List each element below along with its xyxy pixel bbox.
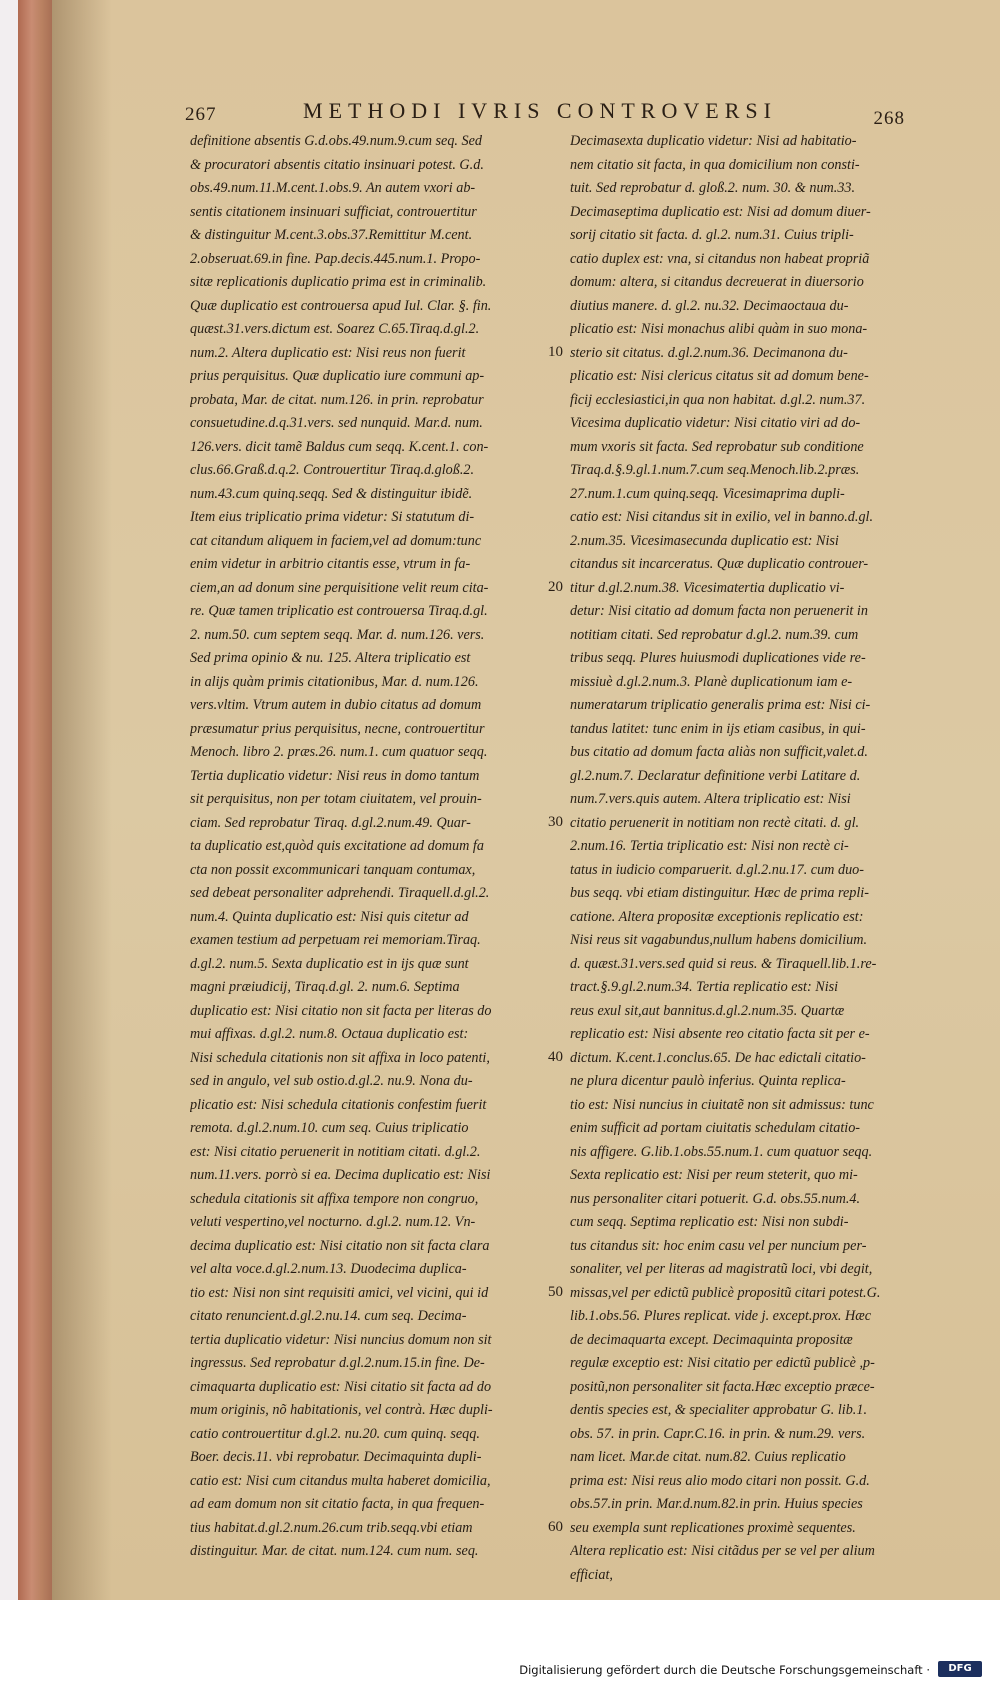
text-line: cta non possit excommunicari tanquam contumax, [190,861,476,878]
text-line: titur d.gl.2.num.38. Vicesimatertia duplicatio vi- [570,579,845,596]
text-line: ciam. Sed reprobatur Tiraq. d.gl.2.num.49. Quar- [190,814,471,831]
text-line: tertia duplicatio videtur: Nisi nuncius domum non sit [190,1331,492,1348]
text-line: reus exul sit,aut bannitus.d.gl.2.num.35. Quartæ [570,1002,845,1019]
text-line: remota. d.gl.2.num.10. cum seq. Cuius triplicatio [190,1120,469,1136]
text-line: re. Quæ tamen triplicatio est controuersa Tiraq.d.gl. [190,603,488,619]
text-line: ta duplicatio est,quòd quis excitatione ad domum fa [190,838,484,854]
text-line: num.4. Quinta duplicatio est: Nisi quis citetur ad [190,908,469,925]
text-line: obs. 57. in prin. Capr.C.16. in prin. & num.29. vers. [570,1425,866,1442]
text-line: consuetudine.d.q.31.vers. sed nunquid. Mar.d. num. [190,415,483,431]
text-line: sed in angulo, vel sub ostio.d.gl.2. nu.9. Nona du- [190,1073,473,1089]
text-line: citandus sit incarceratus. Quæ duplicatio controuer- [570,556,869,572]
text-line: plicatio est: Nisi schedula citationis confestim fuerit [190,1096,487,1113]
text-line: regulæ exceptio est: Nisi citatio per edictũ publicè ,p- [570,1355,875,1371]
text-line: plicatio est: Nisi monachus alibi quàm in suo mona- [570,321,868,337]
text-line: catio controuertitur d.gl.2. nu.20. cum quinq. seqq. [190,1425,480,1442]
text-line: sterio sit citatus. d.gl.2.num.36. Decimanona du- [570,344,848,361]
text-line: prius perquisitus. Quæ duplicatio iure communi ap- [190,368,485,384]
text-line: ciem,an ad donum sine perquisitione velit reum cita- [190,579,489,596]
text-line: tatus in iudicio comparuerit. d.gl.2.nu.17. cum duo- [570,861,864,878]
text-line: diutius manere. d. gl.2. nu.32. Decimaoctaua du- [570,297,849,314]
book-edge [18,0,52,1600]
text-line: tius habitat.d.gl.2.num.26.cum trib.seqq.vbi etiam [190,1519,473,1536]
text-line: positũ,non personaliter sit facta.Hæc exceptio præce- [570,1378,875,1395]
text-line: definitione absentis G.d.obs.49.num.9.cum seq. Sed [190,133,482,149]
text-line: nam licet. Mar.de citat. num.82. Cuius replicatio [570,1449,846,1465]
text-line: 27.num.1.cum quinq.seqq. Vicesimaprima dupli- [570,485,845,502]
text-line: seu exempla sunt replicationes proximè sequentes. [570,1519,856,1536]
text-line: distinguitur. Mar. de citat. num.124. cum num. seq. [190,1543,479,1559]
text-line: & distinguitur M.cent.3.obs.37.Remittitur M.cent. [190,227,473,243]
text-line: duplicatio est: Nisi citatio non sit facta per literas do [190,1002,492,1019]
text-line: dictum. K.cent.1.conclus.65. De hac edictali citatio- [570,1049,866,1066]
margin-line-number: 10 [548,343,563,360]
spine-shadow [52,0,112,1600]
text-line: efficiat, [570,1566,613,1583]
margin-line-number: 60 [548,1518,563,1535]
text-line: de decimaquarta except. Decimaquinta propositæ [570,1331,853,1348]
text-line: præsumatur prius perquisitus, necne, controuertitur [190,720,485,737]
text-line: missas,vel per edictũ publicè propositũ citari potest.G. [570,1284,881,1301]
text-line: in alijs quàm primis citationibus, Mar. d. num.126. [190,673,479,690]
page-number-left: 267 [185,104,217,125]
text-line: tio est: Nisi nuncius in ciuitatẽ non sit admissus: tunc [570,1096,874,1113]
text-line: 2.obseruat.69.in fine. Pap.decis.445.num.1. Propo- [190,250,481,267]
text-line: ingressus. Sed reprobatur d.gl.2.num.15.in fine. De- [190,1355,485,1371]
text-line: ficij ecclesiastici,in qua non habitat. d.gl.2. num.37. [570,391,866,408]
text-line: & procuratori absentis citatio insinuari potest. G.d. [190,156,484,173]
text-line: tract.§.9.gl.2.num.34. Tertia replicatio est: Nisi [570,979,839,995]
text-line: obs.57.in prin. Mar.d.num.82.in prin. Huius species [570,1496,863,1512]
text-line: Sed prima opinio & nu. 125. Altera triplicatio est [190,650,471,666]
text-line: mum vxoris sit facta. Sed reprobatur sub conditione [570,438,864,455]
text-line: citatio peruenerit in notitiam non rectè citati. d. gl. [570,814,860,831]
text-line: tribus seqq. Plures huiusmodi duplicationes vide re- [570,650,866,666]
text-line: 126.vers. dicit tamẽ Baldus cum seqq. K.cent.1. con- [190,438,489,455]
right-text-column [570,130,908,1587]
text-line: citato renuncient.d.gl.2.nu.14. cum seq. Decima- [190,1308,467,1324]
margin-line-number: 40 [548,1048,563,1065]
text-line: tuit. Sed reprobatur d. gloß.2. num. 30. & num.33. [570,180,856,196]
text-line: cat citandum aliquem in faciem,vel ad domum:tunc [190,532,482,549]
footer-credit: Digitalisierung gefördert durch die Deutsche Forschungsgemeinschaft · [519,1663,930,1677]
text-line: enim videtur in arbitrio citantis esse, vtrum in fa- [190,556,471,572]
text-line: sorij citatio sit facta. d. gl.2. num.31. Cuius tripli- [570,227,854,243]
text-line: Nisi reus sit vagabundus,nullum habens domicilium. [570,932,868,948]
text-line: Vicesima duplicatio videtur: Nisi citatio viri ad do- [570,415,861,431]
text-line: plicatio est: Nisi clericus citatus sit ad domum bene- [570,368,869,384]
running-head: METHODI IVRIS CONTROVERSI [303,98,777,123]
text-line: Decimaseptima duplicatio est: Nisi ad domum diuer- [570,203,871,220]
text-line: nus personaliter citari potuerit. G.d. obs.55.num.4. [570,1190,861,1207]
text-line: catione. Altera propositæ exceptionis replicatio est: [570,908,864,925]
text-line: schedula citationis sit affixa tempore non congruo, [190,1190,479,1207]
text-line: decima duplicatio est: Nisi citatio non sit facta clara [190,1237,490,1254]
text-line: bus citatio ad domum facta aliàs non sufficit,valet.d. [570,744,868,760]
text-line: num.43.cum quinq.seqq. Sed & distinguitur ibidẽ. [190,485,473,502]
text-line: obs.49.num.11.M.cent.1.obs.9. An autem vxori ab- [190,180,476,196]
text-line: ne plura dicentur paulò inferius. Quinta replica- [570,1073,846,1089]
text-line: examen testium ad perpetuam rei memoriam.Tiraq. [190,932,481,948]
text-line: tandus latitet: tunc enim in ijs etiam casibus, in qui- [570,720,866,737]
text-line: replicatio est: Nisi absente reo citatio facta sit per e- [570,1026,870,1042]
text-line: numeratarum triplicatio generalis prima est: Nisi ci- [570,697,871,713]
page-number-right: 268 [873,108,905,129]
text-line: d.gl.2. num.5. Sexta duplicatio est in ijs quæ sunt [190,955,469,972]
text-line: Quæ duplicatio est controuersa apud Iul. Clar. §. fin. [190,297,492,314]
text-line: Sexta replicatio est: Nisi per reum steterit, quo mi- [570,1167,858,1183]
text-line: 2.num.35. Vicesimasecunda duplicatio est: Nisi [570,532,839,549]
text-line: catio duplex est: vna, si citandus non habeat propriã [570,250,870,267]
text-line: sitæ replicationis duplicatio prima est in criminalib. [190,274,487,290]
text-line: tus citandus sit: hoc enim casu vel per nuncium per- [570,1237,867,1254]
text-line: cimaquarta duplicatio est: Nisi citatio sit facta ad do [190,1378,492,1395]
text-line: Decimasexta duplicatio videtur: Nisi ad habitatio- [570,133,857,149]
text-line: veluti vespertino,vel nocturno. d.gl.2. num.12. Vn- [190,1214,476,1230]
text-line: sentis citationem insinuari sufficiat, controuertitur [190,203,477,220]
text-line: vel alta voce.d.gl.2.num.13. Duodecima duplica- [190,1261,467,1277]
text-line: Boer. decis.11. vbi reprobatur. Decimaquinta dupli- [190,1449,482,1465]
text-line: num.7.vers.quis autem. Altera triplicatio est: Nisi [570,791,851,807]
text-line: 2.num.16. Tertia triplicatio est: Nisi non rectè ci- [570,838,849,854]
text-line: probata, Mar. de citat. num.126. in prin. reprobatur [190,391,484,408]
text-line: sit perquisitus, non per totam ciuitatem, vel prouin- [190,791,482,807]
text-line: lib.1.obs.56. Plures replicat. vide j. except.prox. Hæc [570,1308,872,1324]
text-line: mum originis, nõ habitationis, vel contrà. Hæc dupli- [190,1402,493,1418]
text-line: 2. num.50. cum septem seqq. Mar. d. num.126. vers. [190,626,485,643]
text-line: d. quæst.31.vers.sed quid si reus. & Tiraquell.lib.1.re- [570,955,877,972]
text-line: Altera replicatio est: Nisi citãdus per se vel per alium [570,1543,875,1559]
text-line: sed debeat personaliter adprehendi. Tiraquell.d.gl.2. [190,885,490,901]
margin-line-number: 30 [548,813,563,830]
text-line: catio est: Nisi cum citandus multa haberet domicilia, [190,1472,491,1489]
margin-line-number: 50 [548,1283,563,1300]
text-line: enim sufficit ad portam ciuitatis schedulam citatio- [570,1120,861,1136]
text-line: clus.66.Graß.d.q.2. Controuertitur Tiraq.d.gloß.2. [190,462,475,478]
text-line: quæst.31.vers.dictum est. Soarez C.65.Tiraq.d.gl.2. [190,321,480,337]
text-line: dentis species est, & specialiter approbatur G. lib.1. [570,1402,867,1418]
text-line: gl.2.num.7. Declaratur definitione verbi Latitare d. [570,767,861,784]
text-line: Tertia duplicatio videtur: Nisi reus in domo tantum [190,767,480,784]
dfg-logo: DFG [938,1661,982,1677]
text-line: nem citatio sit facta, in qua domicilium non consti- [570,156,860,173]
text-line: num.2. Altera duplicatio est: Nisi reus non fuerit [190,344,466,361]
text-line: Item eius triplicatio prima videtur: Si statutum di- [190,509,475,525]
text-line: vers.vltim. Vtrum autem in dubio citatus ad domum [190,697,482,713]
text-line: tio est: Nisi non sint requisiti amici, vel vicini, qui id [190,1284,489,1301]
text-line: magni præiudicij, Tiraq.d.gl. 2. num.6. Septima [190,979,460,995]
text-line: Nisi schedula citationis non sit affixa in loco patenti, [190,1049,490,1066]
text-line: catio est: Nisi citandus sit in exilio, vel in banno.d.gl. [570,509,874,525]
text-line: mui affixas. d.gl.2. num.8. Octaua duplicatio est: [190,1026,469,1042]
digitization-footer [0,1600,1000,1687]
text-line: num.11.vers. porrò si ea. Decima duplicatio est: Nisi [190,1167,491,1183]
text-line: Menoch. libro 2. præs.26. num.1. cum quatuor seqq. [190,744,488,760]
left-text-column [190,130,558,1564]
text-line: ad eam domum non sit citatio facta, in qua frequen- [190,1496,485,1512]
text-line: prima est: Nisi reus alio modo citari non possit. G.d. [570,1472,870,1489]
text-line: Tiraq.d.§.9.gl.1.num.7.cum seq.Menoch.lib.2.præs. [570,462,860,478]
text-line: notitiam citati. Sed reprobatur d.gl.2. num.39. cum [570,626,859,643]
text-line: cum seqq. Septima replicatio est: Nisi non subdi- [570,1214,849,1230]
text-line: sonaliter, vel per literas ad magistratũ loci, vbi degit, [570,1261,873,1277]
text-line: missiuè d.gl.2.num.3. Planè duplicationum iam e- [570,673,853,690]
text-line: domum: altera, si citandus decreuerat in diuersorio [570,274,864,290]
margin-line-number: 20 [548,578,563,595]
text-line: est: Nisi citatio peruenerit in notitiam citati. d.gl.2. [190,1143,481,1160]
text-line: nis affigere. G.lib.1.obs.55.num.1. cum quatuor seqq. [570,1143,873,1160]
text-line: bus seqq. vbi etiam distinguitur. Hæc de prima repli- [570,885,869,901]
text-line: detur: Nisi citatio ad domum facta non peruenerit in [570,603,868,619]
